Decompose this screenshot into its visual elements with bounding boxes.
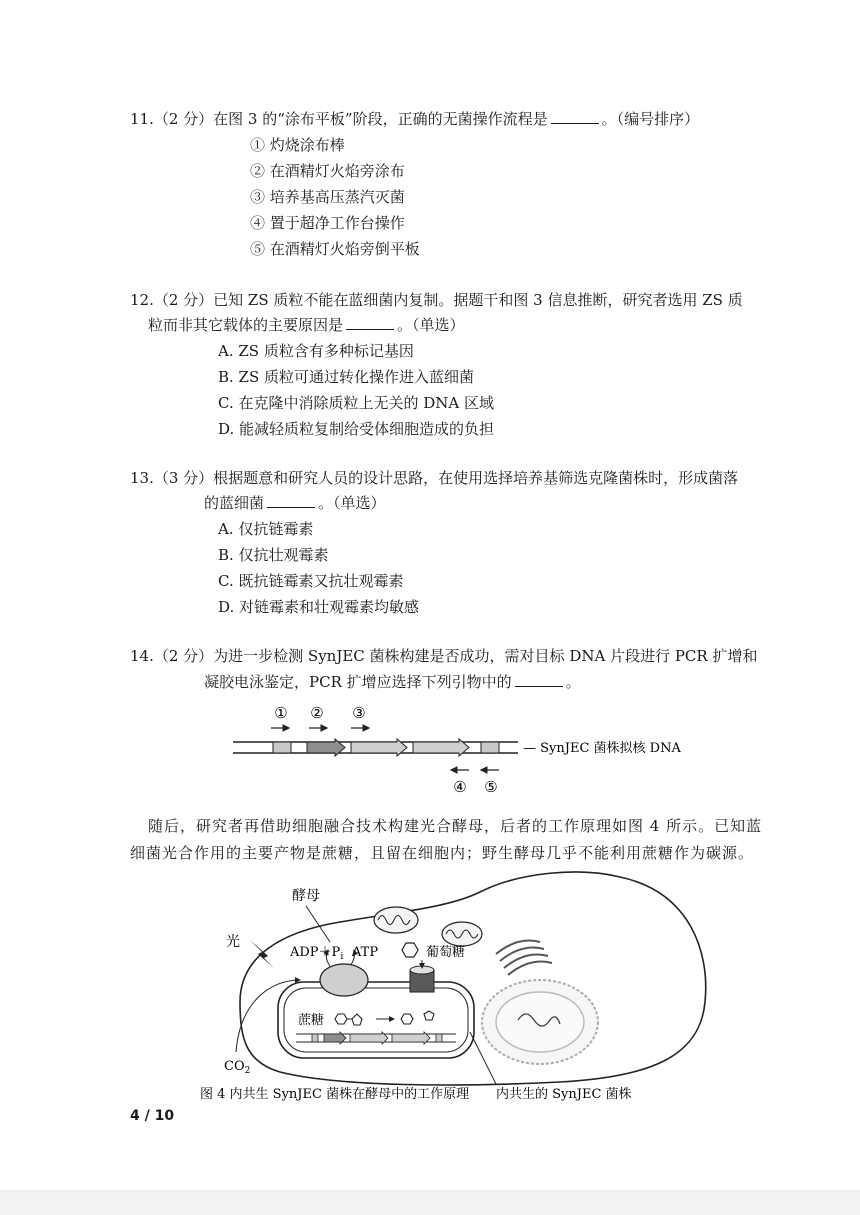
q14-tail: 。	[565, 673, 581, 691]
q13-stem-line1: 13.（3 分）根据题意和研究人员的设计思路，在使用选择培养基筛选克隆菌株时，形成菌落	[130, 469, 739, 487]
q12-stem-line1: 12.（2 分）已知 ZS 质粒不能在蓝细菌内复制。据题干和图 3 信息推断，研究者选用 ZS 质	[130, 291, 743, 309]
question-14-line2	[204, 671, 581, 693]
q12-option-d: D. 能减轻质粒复制给受体细胞造成的负担	[218, 420, 495, 438]
q14-stem-line1: 14.（2 分）为进一步检测 SynJEC 菌株构建是否成功，需对目标 DNA 片段进行 PCR 扩增和	[130, 647, 758, 665]
dna-label: — SynJEC 菌株拟核 DNA	[523, 741, 681, 756]
q13-option-b: B. 仅抗壮观霉素	[218, 546, 329, 564]
q11-tail: 。（编号排序）	[601, 110, 700, 128]
q12-stem-line2: 粒而非其它载体的主要原因是	[148, 316, 344, 334]
transporter-icon	[410, 966, 434, 992]
q12-tail: 。（单选）	[397, 316, 465, 334]
q11-option-3: ③ 培养基高压蒸汽灭菌	[250, 188, 405, 206]
q11-option-4: ④ 置于超净工作台操作	[250, 214, 405, 232]
figure-4-caption: 图 4 内共生 SynJEC 菌株在酵母中的工作原理	[200, 1087, 470, 1102]
dna-segment-box	[273, 742, 291, 753]
page-bottom-strip	[0, 1190, 860, 1215]
atp-synthase-icon	[320, 964, 368, 996]
glucose-label: 葡萄糖	[426, 945, 466, 960]
primer-5-label: ⑤	[484, 778, 498, 796]
glucose-hexagon-icon	[402, 943, 418, 957]
pcr-primer-diagram	[225, 700, 725, 800]
co2-label	[224, 1059, 250, 1076]
adp-label	[289, 945, 343, 962]
page-number: 4 / 10	[130, 1108, 175, 1124]
q14-answer-blank[interactable]	[515, 672, 563, 687]
q11-answer-blank[interactable]	[551, 109, 599, 124]
adp-subscript: i	[340, 952, 344, 962]
primer-4-label: ④	[453, 778, 467, 796]
adp-text: ADP＋P	[290, 945, 341, 960]
question-13-line2	[204, 492, 386, 514]
q11-option-1: ① 灼烧涂布棒	[250, 136, 345, 154]
light-label: 光	[226, 934, 240, 950]
gene-arrow-light-1	[351, 739, 407, 756]
q13-stem-line2: 的蓝细菌	[204, 494, 265, 512]
primer-1-label: ①	[274, 704, 288, 722]
q13-option-d: D. 对链霉素和壮观霉素均敏感	[218, 598, 420, 616]
q13-option-c: C. 既抗链霉素又抗壮观霉素	[218, 572, 404, 590]
q12-option-b: B. ZS 质粒可通过转化操作进入蓝细菌	[218, 368, 475, 386]
passage-line-1: 随后，研究者再借助细胞融合技术构建光合酵母，后者的工作原理如图 4 所示。已知蓝	[148, 817, 763, 835]
co2-subscript: 2	[244, 1066, 251, 1076]
question-12-line2	[148, 314, 465, 336]
q13-option-a: A. 仅抗链霉素	[218, 520, 314, 538]
q12-option-c: C. 在克隆中消除质粒上无关的 DNA 区域	[218, 394, 495, 412]
co2-text: CO	[224, 1059, 245, 1074]
question-11	[130, 108, 699, 130]
q12-option-a: A. ZS 质粒含有多种标记基因	[218, 342, 414, 360]
dna-segment-box	[481, 742, 499, 753]
nucleus-icon	[482, 980, 598, 1064]
q12-answer-blank[interactable]	[346, 315, 394, 330]
yeast-label: 酵母	[292, 888, 320, 904]
q11-option-5: ⑤ 在酒精灯火焰旁倒平板	[250, 240, 420, 258]
primer-2-label: ②	[310, 704, 324, 722]
glucose-hexagon-icon	[401, 1014, 413, 1024]
passage-line-2: 细菌光合作用的主要产物是蔗糖，且留在细胞内；野生酵母几乎不能利用蔗糖作为碳源。	[130, 844, 755, 862]
figure-4	[200, 862, 760, 1107]
q13-answer-blank[interactable]	[267, 493, 315, 508]
endosymbiont-label: 内共生的 SynJEC 菌株	[496, 1087, 632, 1102]
primer-3-label: ③	[352, 704, 366, 722]
q11-option-2: ② 在酒精灯火焰旁涂布	[250, 162, 405, 180]
mitochondrion-icon	[374, 907, 418, 933]
atp-label: ATP	[352, 945, 379, 960]
mitochondrion-icon	[442, 922, 482, 946]
q13-tail: 。（单选）	[318, 494, 386, 512]
gene-arrow-light-2	[413, 739, 469, 756]
q14-stem-line2: 凝胶电泳鉴定，PCR 扩增应选择下列引物中的	[204, 673, 512, 691]
q11-stem: 11.（2 分）在图 3 的“涂布平板”阶段，正确的无菌操作流程是	[130, 110, 548, 128]
sucrose-label: 蔗糖	[298, 1013, 325, 1028]
